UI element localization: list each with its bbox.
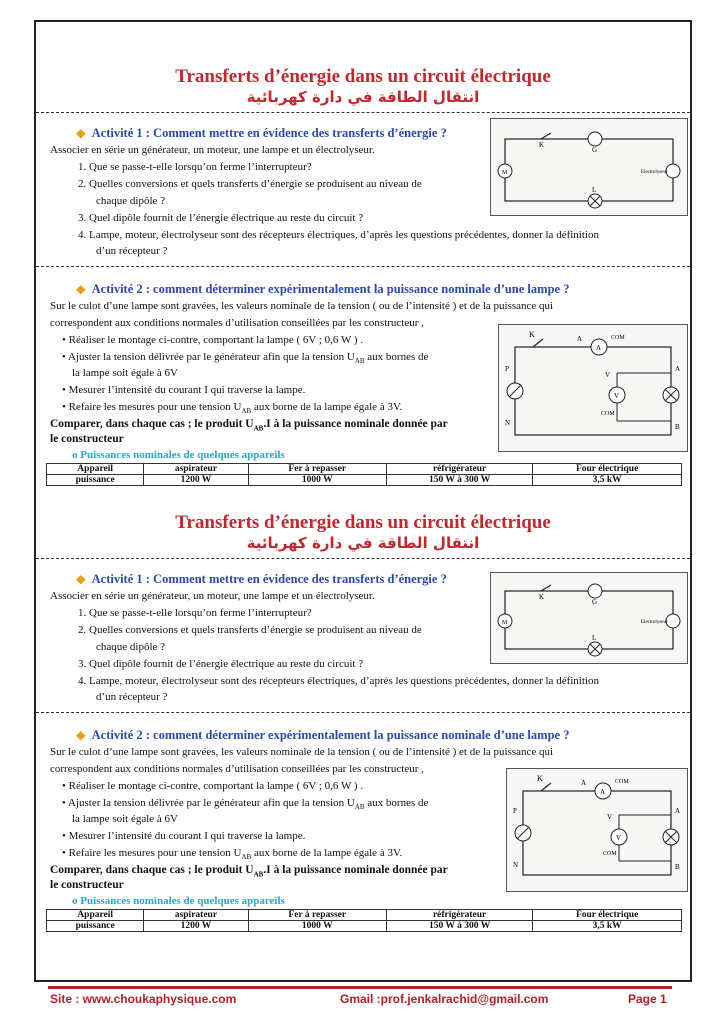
point-a-label: A (675, 807, 681, 815)
activity1-heading: ◆ Activité 1 : Comment mettre en évidence des transferts d’énergie ? (76, 126, 447, 140)
voltmeter-v-terminal: V (607, 813, 613, 821)
circuit-wire (515, 347, 671, 435)
title-french: Transferts d’énergie dans un circuit électrique (175, 66, 551, 87)
voltmeter-com-terminal: COM (603, 851, 617, 857)
ammeter-com-terminal: COM (615, 779, 629, 785)
title-arabic: انتقال الطاقة في دارة كهربائية (246, 534, 480, 552)
activity1-question-4-cont: d’un récepteur ? (96, 691, 168, 703)
generator-minus-label: N (513, 861, 519, 869)
activity2-bullet-2-cont: la lampe soit égale à 6V (72, 367, 178, 379)
diamond-bullet-icon: ◆ (76, 126, 86, 140)
activity2-compare: Comparer, dans chaque cas ; le produit $U_{AB}.I$ à la puissance nominale donnée par (50, 418, 448, 433)
activity2-paragraph-1: Sur le culot d’une lampe sont gravées, les valeurs nominale de la tension ( ou de l’intensité ) et de la puissance qui (50, 746, 554, 758)
table-cell: 3,5 kW (533, 475, 682, 486)
footer-page-number: Page 1 (628, 992, 667, 1006)
point-b-label: B (675, 423, 680, 431)
ammeter-com-terminal: COM (611, 335, 625, 341)
table-header-cell: Fer à repasser (248, 910, 386, 921)
table-header-cell: Four électrique (533, 910, 682, 921)
generator-symbol (588, 584, 602, 598)
switch-label: K (539, 141, 545, 149)
circuit-diagram-activity2 (506, 768, 688, 892)
activity2-paragraph-2: correspondent aux conditions normales d’utilisation conseillées par les constructeur , (50, 317, 424, 329)
activity2-compare-cont: le constructeur (50, 879, 124, 891)
circuit-diagram-activity1 (490, 118, 688, 216)
power-table (46, 463, 682, 486)
motor-label: M (502, 620, 508, 626)
section-divider (36, 112, 690, 113)
generator-plus-label: P (513, 807, 517, 815)
activity2-compare-cont: le constructeur (50, 433, 124, 445)
activity1-question-4-cont: d’un récepteur ? (96, 245, 168, 257)
electrolyser-symbol (666, 614, 680, 628)
activity2-bullet-2: • Ajuster la tension délivrée par le générateur afin que la tension $U_{AB}$ aux bornes de (62, 351, 429, 366)
circuit-diagram-activity2 (498, 324, 688, 452)
table-header-row (47, 910, 682, 921)
table-cell: puissance (47, 475, 144, 486)
switch-symbol (541, 585, 551, 591)
generator-symbol (588, 132, 602, 146)
voltmeter-v-terminal: V (605, 371, 611, 379)
switch-label: K (529, 330, 535, 339)
table-cell: 1000 W (248, 921, 386, 932)
switch-label: K (537, 774, 543, 783)
diamond-bullet-icon: ◆ (76, 282, 86, 296)
diamond-bullet-icon: ◆ (76, 728, 86, 742)
lamp-label: L (592, 186, 597, 194)
table-cell: 3,5 kW (533, 921, 682, 932)
activity1-question-1: 1. Que se passe-t-elle lorsqu’on ferme l’interrupteur? (78, 607, 312, 619)
activity2-compare: Comparer, dans chaque cas ; le produit $U_{AB}.I$ à la puissance nominale donnée par (50, 864, 448, 879)
ammeter-a-terminal: A (577, 335, 583, 343)
section-divider (36, 558, 690, 559)
table-cell: 150 W à 300 W (386, 475, 532, 486)
power-table (46, 909, 682, 932)
footer-site-link[interactable]: Site : www.choukaphysique.com (50, 992, 237, 1006)
table-cell: 1200 W (144, 475, 248, 486)
ammeter-label: A (600, 788, 606, 796)
activity2-paragraph-2: correspondent aux conditions normales d’utilisation conseillées par les constructeur , (50, 763, 424, 775)
footer-rule (48, 986, 672, 989)
generator-label: G (592, 598, 598, 606)
activity1-question-1: 1. Que se passe-t-elle lorsqu’on ferme l’interrupteur? (78, 161, 312, 173)
electrolyser-label: Electrolyseur (641, 620, 668, 625)
section-divider (36, 266, 690, 267)
voltmeter-label: V (614, 392, 620, 400)
power-table-heading: o Puissances nominales de quelques appareils (72, 895, 285, 907)
ammeter-a-terminal: A (581, 779, 587, 787)
table-header-cell: réfrigérateur (386, 910, 532, 921)
table-header-cell: Four électrique (533, 464, 682, 475)
activity2-bullet-2: • Ajuster la tension délivrée par le générateur afin que la tension $U_{AB}$ aux bornes de (62, 797, 429, 812)
generator-plus-label: P (505, 365, 509, 373)
activity1-question-2: 2. Quelles conversions et quels transferts d’énergie se produisent au niveau de (78, 178, 422, 190)
section-divider (36, 712, 690, 713)
motor-label: M (502, 170, 508, 176)
table-header-cell: Appareil (47, 464, 144, 475)
table-cell: 1200 W (144, 921, 248, 932)
point-b-label: B (675, 863, 680, 871)
activity2-bullet-3: • Mesurer l’intensité du courant I qui traverse la lampe. (62, 384, 306, 396)
table-row (47, 921, 682, 932)
footer-email-link[interactable]: Gmail :prof.jenkalrachid@gmail.com (340, 992, 549, 1006)
table-cell: 1000 W (248, 475, 386, 486)
activity2-heading: ◆ Activité 2 : comment déterminer expérimentalement la puissance nominale d’une lampe ? (76, 728, 570, 742)
table-header-cell: aspirateur (144, 464, 248, 475)
table-header-cell: réfrigérateur (386, 464, 532, 475)
table-row (47, 475, 682, 486)
activity2-bullet-4: • Refaire les mesures pour une tension $U_{AB}$ aux borne de la lampe égale à 3V. (62, 847, 403, 862)
table-header-cell: Fer à repasser (248, 464, 386, 475)
switch-symbol (541, 783, 551, 791)
activity2-bullet-2-cont: la lampe soit égale à 6V (72, 813, 178, 825)
activity2-paragraph-1: Sur le culot d’une lampe sont gravées, les valeurs nominale de la tension ( ou de l’intensité ) et de la puissance qui (50, 300, 554, 312)
generator-label: G (592, 146, 598, 154)
point-a-label: A (675, 365, 681, 373)
activity1-intro: Associer en série un générateur, un moteur, une lampe et un électrolyseur. (50, 590, 375, 602)
activity1-question-2-cont: chaque dipôle ? (96, 195, 166, 207)
activity1-heading: ◆ Activité 1 : Comment mettre en évidence des transferts d’énergie ? (76, 572, 447, 586)
title-arabic: انتقال الطاقة في دارة كهربائية (246, 88, 480, 106)
table-cell: 150 W à 300 W (386, 921, 532, 932)
table-header-cell: aspirateur (144, 910, 248, 921)
voltmeter-label: V (616, 834, 622, 842)
generator-minus-label: N (505, 419, 511, 427)
title-french: Transferts d’énergie dans un circuit électrique (175, 512, 551, 533)
activity2-heading: ◆ Activité 2 : comment déterminer expérimentalement la puissance nominale d’une lampe ? (76, 282, 570, 296)
activity1-question-4: 4. Lampe, moteur, électrolyseur sont des récepteurs électriques, d’après les questions précédentes, donner la définition (78, 229, 599, 241)
activity1-question-3: 3. Quel dipôle fournit de l’énergie électrique au reste du circuit ? (78, 212, 364, 224)
circuit-diagram-activity1 (490, 572, 688, 664)
activity1-intro: Associer en série un générateur, un moteur, une lampe et un électrolyseur. (50, 144, 375, 156)
diamond-bullet-icon: ◆ (76, 572, 86, 586)
table-header-cell: Appareil (47, 910, 144, 921)
switch-symbol (533, 339, 543, 347)
lamp-label: L (592, 634, 597, 642)
activity1-question-4: 4. Lampe, moteur, électrolyseur sont des récepteurs électriques, d’après les questions précédentes, donner la définition (78, 675, 599, 687)
electrolyser-label: Electrolyseur (641, 170, 668, 175)
voltmeter-com-terminal: COM (601, 411, 615, 417)
activity1-question-2-cont: chaque dipôle ? (96, 641, 166, 653)
table-header-row (47, 464, 682, 475)
circuit-wire (523, 791, 671, 875)
ammeter-label: A (596, 344, 602, 352)
activity1-question-3: 3. Quel dipôle fournit de l’énergie électrique au reste du circuit ? (78, 658, 364, 670)
switch-label: K (539, 593, 545, 601)
activity2-bullet-1: • Réaliser le montage ci-contre, comportant la lampe ( 6V ; 0,6 W ) . (62, 334, 364, 346)
table-cell: puissance (47, 921, 144, 932)
electrolyser-symbol (666, 164, 680, 178)
power-table-heading: o Puissances nominales de quelques appareils (72, 449, 285, 461)
activity1-question-2: 2. Quelles conversions et quels transferts d’énergie se produisent au niveau de (78, 624, 422, 636)
activity2-bullet-3: • Mesurer l’intensité du courant I qui traverse la lampe. (62, 830, 306, 842)
switch-symbol (541, 133, 551, 139)
activity2-bullet-1: • Réaliser le montage ci-contre, comportant la lampe ( 6V ; 0,6 W ) . (62, 780, 364, 792)
activity2-bullet-4: • Refaire les mesures pour une tension $U_{AB}$ aux borne de la lampe égale à 3V. (62, 401, 403, 416)
